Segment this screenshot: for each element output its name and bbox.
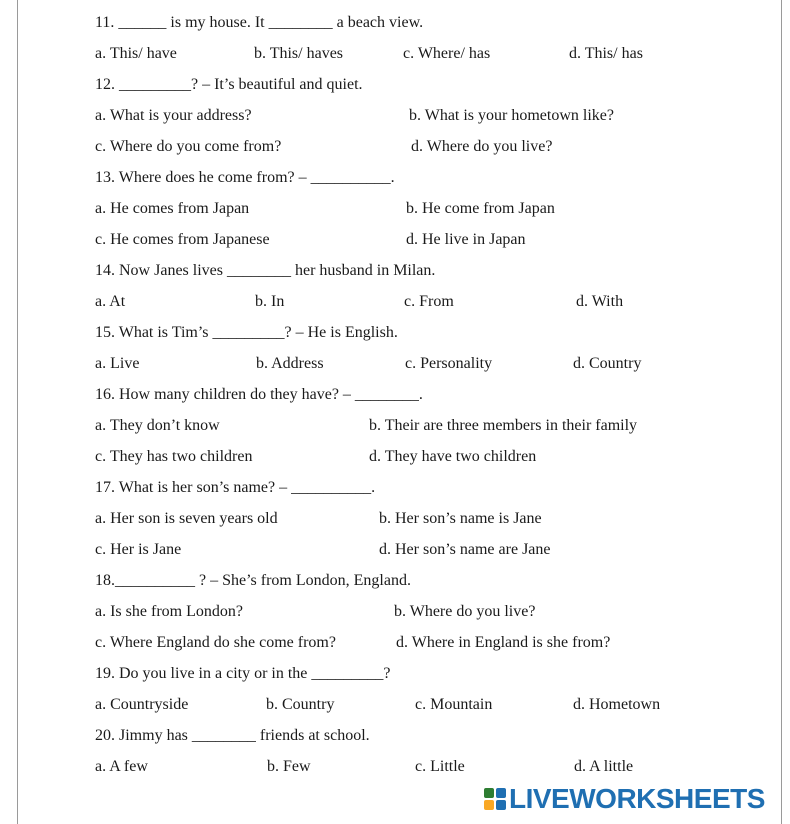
q19-option-d[interactable]: d. Hometown [573,696,661,713]
q11-option-a[interactable]: a. This/ have [95,45,177,62]
q11-option-c[interactable]: c. Where/ has [403,45,491,62]
q16-option-a[interactable]: a. They don’t know [95,417,220,434]
q15-option-c[interactable]: c. Personality [405,355,493,372]
q12-option-a[interactable]: a. What is your address? [95,107,252,124]
q15-option-b[interactable]: b. Address [256,355,324,372]
liveworksheets-logo [484,783,765,815]
q14-option-b[interactable]: b. In [255,293,285,310]
q20-option-b[interactable]: b. Few [267,758,311,775]
page-right-border [781,0,782,824]
q13-option-c[interactable]: c. He comes from Japanese [95,231,270,248]
q17-option-c[interactable]: c. Her is Jane [95,541,182,558]
q15-option-d[interactable]: d. Country [573,355,642,372]
q17-option-d[interactable]: d. Her son’s name are Jane [379,541,551,558]
q16-option-d[interactable]: d. They have two children [369,448,537,465]
question-11: 11. ______ is my house. It ________ a beach view. [95,14,424,31]
question-18: 18.__________ ? – She’s from London, England. [95,572,411,589]
logo-tile-blue-2 [496,800,506,810]
question-13: 13. Where does he come from? – __________. [95,169,395,186]
q17-option-a[interactable]: a. Her son is seven years old [95,510,278,527]
question-14: 14. Now Janes lives ________ her husband in Milan. [95,262,436,279]
q18-option-d[interactable]: d. Where in England is she from? [396,634,611,651]
question-16: 16. How many children do they have? – ________. [95,386,423,403]
logo-tile-blue [496,788,506,798]
logo-tile-yellow [484,800,494,810]
q20-option-d[interactable]: d. A little [574,758,634,775]
q18-option-b[interactable]: b. Where do you live? [394,603,536,620]
q11-option-d[interactable]: d. This/ has [569,45,643,62]
question-20: 20. Jimmy has ________ friends at school. [95,727,370,744]
q16-option-c[interactable]: c. They has two children [95,448,253,465]
question-15: 15. What is Tim’s _________? – He is English. [95,324,398,341]
q20-option-c[interactable]: c. Little [415,758,465,775]
logo-tile-green [484,788,494,798]
logo-text: LIVEWORKSHEETS [509,783,765,814]
question-17: 17. What is her son’s name? – __________. [95,479,376,496]
q20-option-a[interactable]: a. A few [95,758,148,775]
question-12: 12. _________? – It’s beautiful and quiet. [95,76,363,93]
q14-option-c[interactable]: c. From [404,293,454,310]
q19-option-a[interactable]: a. Countryside [95,696,189,713]
question-19: 19. Do you live in a city or in the _________? [95,665,391,682]
q13-option-b[interactable]: b. He come from Japan [406,200,555,217]
q19-option-c[interactable]: c. Mountain [415,696,493,713]
page-left-border [17,0,18,824]
q14-option-a[interactable]: a. At [95,293,126,310]
q13-option-a[interactable]: a. He comes from Japan [95,200,250,217]
q11-option-b[interactable]: b. This/ haves [254,45,344,62]
q13-option-d[interactable]: d. He live in Japan [406,231,526,248]
q17-option-b[interactable]: b. Her son’s name is Jane [379,510,542,527]
q18-option-a[interactable]: a. Is she from London? [95,603,243,620]
q19-option-b[interactable]: b. Country [266,696,335,713]
q12-option-c[interactable]: c. Where do you come from? [95,138,282,155]
q15-option-a[interactable]: a. Live [95,355,140,372]
q12-option-b[interactable]: b. What is your hometown like? [409,107,614,124]
q14-option-d[interactable]: d. With [576,293,624,310]
q18-option-c[interactable]: c. Where England do she come from? [95,634,336,651]
q16-option-b[interactable]: b. Their are three members in their family [369,417,638,434]
q12-option-d[interactable]: d. Where do you live? [411,138,553,155]
liveworksheets-grid-icon [484,788,506,810]
